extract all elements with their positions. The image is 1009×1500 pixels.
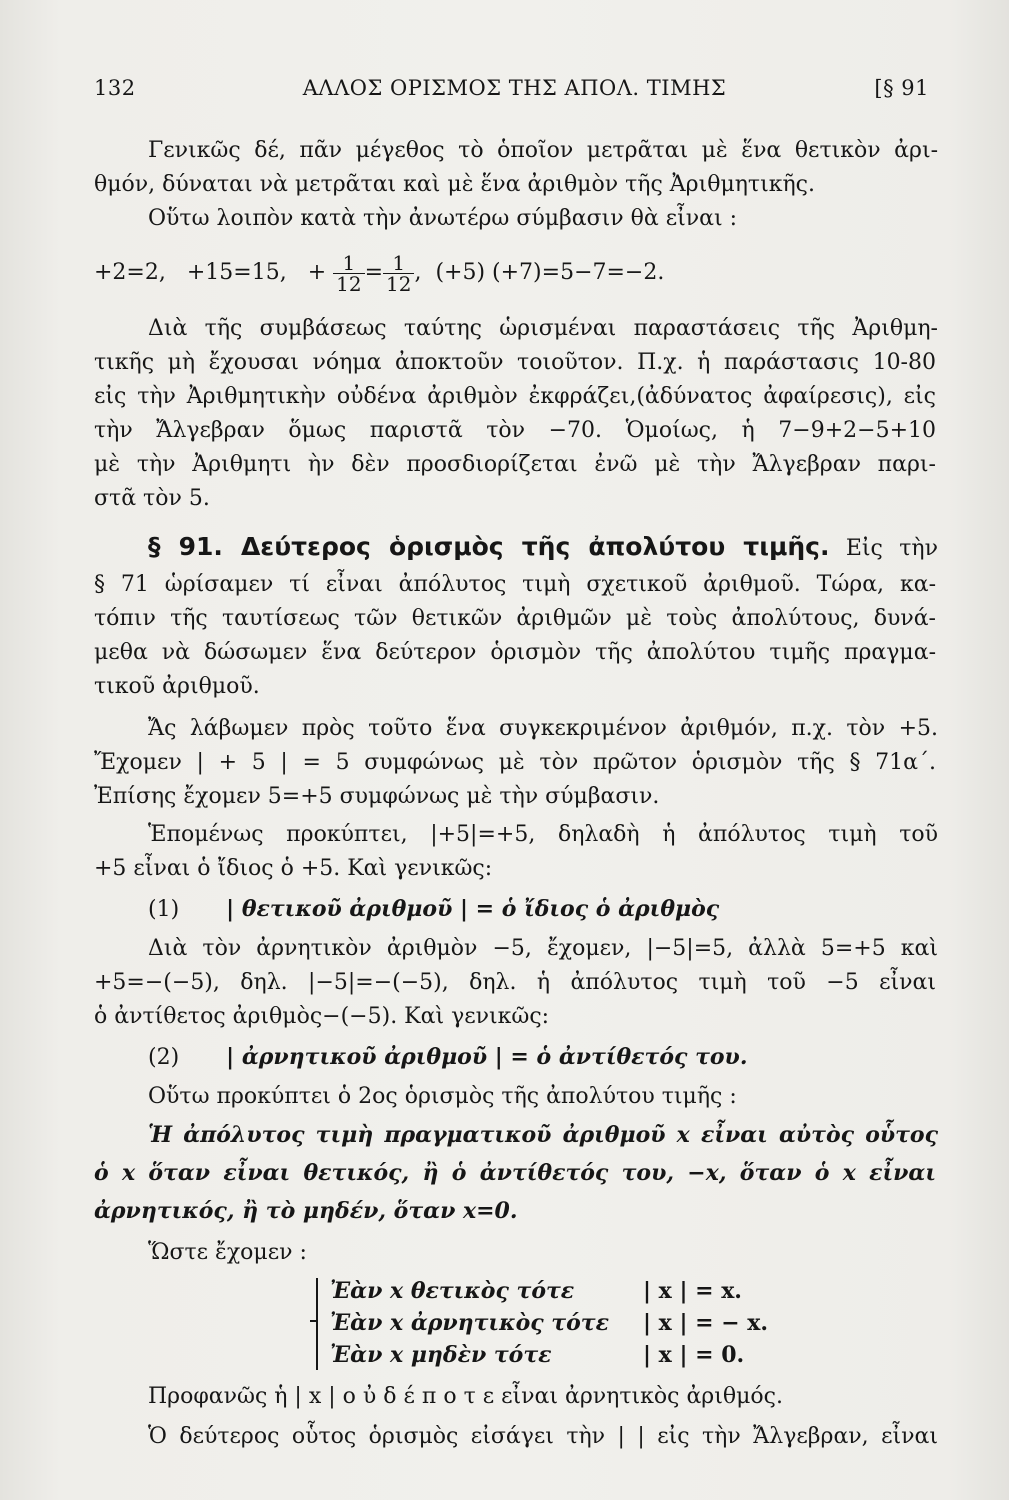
case-result: | x | = − x. bbox=[643, 1310, 769, 1336]
paragraph-line: +5 εἶναι ὁ ἴδιος ὁ +5. Καὶ γενικῶς: bbox=[94, 856, 493, 881]
section-heading-line bbox=[148, 528, 938, 566]
paragraph-line: Διὰ τῆς συμβάσεως ταύτης ὡρισμέναι παραστάσεις τῆς Ἀριθμη- bbox=[148, 316, 938, 341]
equation-term: +2=2, bbox=[94, 260, 166, 285]
paragraph-line: Ἔχομεν | + 5 | = 5 συμφώνως μὲ τὸν πρῶτον ὁρισμὸν τῆς § 71α΄. bbox=[94, 750, 936, 775]
section-reference: [§ 91 bbox=[874, 76, 929, 100]
paragraph-line: Ἑπομένως προκύπτει, |+5|=+5, δηλαδὴ ἡ ἀπόλυτος τιμὴ τοῦ bbox=[148, 822, 938, 847]
paragraph-line: μὲ τὴν Ἀριθμητι ὴν δὲν προσδιορίζεται ἐνῶ μὲ τὴν Ἄλγεβραν παρι- bbox=[94, 452, 936, 477]
case-condition: Ἐὰν x ἀρνητικὸς τότε bbox=[330, 1310, 609, 1336]
paragraph-line: Οὕτω λοιπὸν κατὰ τὴν ἀνωτέρω σύμβασιν θὰ εἶναι : bbox=[148, 206, 738, 231]
paragraph-line: Οὕτω προκύπτει ὁ 2ος ὁρισμὸς τῆς ἀπολύτου τιμῆς : bbox=[148, 1084, 737, 1109]
paragraph-line: τόπιν τῆς ταυτίσεως τῶν θετικῶν ἀριθμῶν μὲ τοὺς ἀπολύτους, δυνά- bbox=[94, 606, 936, 631]
definition-line: ἀρνητικός, ἢ τὸ μηδέν, ὅταν x=0. bbox=[94, 1198, 518, 1224]
paragraph-line: Ὁ δεύτερος οὗτος ὁρισμὸς εἰσάγει τὴν | | εἰς τὴν Ἄλγεβραν, εἶναι bbox=[148, 1424, 938, 1449]
paragraph-line: εἰς τὴν Ἀριθμητικὴν οὐδένα ἀριθμὸν ἐκφράζει,(ἀδύνατος ἀφαίρεσις), εἰς bbox=[94, 384, 936, 409]
equation-term: , (+5) (+7)=5−7=−2. bbox=[414, 260, 665, 285]
fraction-numerator: 1 bbox=[333, 253, 364, 274]
case-result: | x | = x. bbox=[643, 1278, 742, 1304]
paragraph-line: +5=−(−5), δηλ. |−5|=−(−5), δηλ. ἡ ἀπόλυτος τιμὴ τοῦ −5 εἶναι bbox=[94, 970, 936, 995]
rule-label: (2) bbox=[148, 1045, 180, 1070]
paragraph-line: ὁ ἀντίθετος ἀριθμὸς−(−5). Καὶ γενικῶς: bbox=[94, 1004, 550, 1029]
case-condition: Ἐὰν x θετικὸς τότε bbox=[330, 1278, 575, 1304]
equation-sign: = bbox=[364, 260, 384, 285]
fraction bbox=[383, 250, 414, 296]
equation-term: +15=15, bbox=[186, 260, 287, 285]
page-number: 132 bbox=[94, 76, 136, 100]
paragraph-line: μεθα νὰ δώσωμεν ἕνα δεύτερον ὁρισμὸν τῆς ἀπολύτου τιμῆς πραγμα- bbox=[94, 640, 936, 665]
paragraph-line: Ὥστε ἔχομεν : bbox=[148, 1240, 307, 1265]
case-brace bbox=[316, 1278, 328, 1370]
rule-label: (1) bbox=[148, 897, 180, 922]
paragraph-line: Ἐπίσης ἔχομεν 5=+5 συμφώνως μὲ τὴν σύμβασιν. bbox=[94, 784, 660, 809]
case-result: | x | = 0. bbox=[643, 1342, 745, 1368]
definition-line: ὁ x ὅταν εἶναι θετικός, ἢ ὁ ἀντίθετός του, −x, ὅταν ὁ x εἶναι bbox=[94, 1160, 936, 1186]
paragraph-line: Προφανῶς ἡ | x | ο ὐ δ έ π ο τ ε εἶναι ἀρνητικὸς ἀριθμός. bbox=[148, 1384, 783, 1409]
paragraph-line: τὴν Ἄλγεβραν ὅμως παριστᾶ τὸν −70. Ὁμοίως, ἡ 7−9+2−5+10 bbox=[94, 418, 936, 443]
rule-text: | ἀρνητικοῦ ἀριθμοῦ | = ὁ ἀντίθετός του. bbox=[226, 1044, 748, 1070]
fraction-denominator: 12 bbox=[336, 271, 362, 296]
fraction-numerator: 1 bbox=[383, 253, 414, 274]
case-condition: Ἐὰν x μηδὲν τότε bbox=[330, 1342, 552, 1368]
fraction-denominator: 12 bbox=[386, 271, 412, 296]
equation-sign: + bbox=[307, 260, 327, 285]
rule-1 bbox=[148, 892, 938, 926]
section-heading: § 91. Δεύτερος ὁρισμὸς τῆς ἀπολύτου τιμῆς. bbox=[148, 532, 830, 561]
paragraph-line: Ἄς λάβωμεν πρὸς τοῦτο ἕνα συγκεκριμένον ἀριθμόν, π.χ. τὸν +5. bbox=[148, 716, 938, 741]
paragraph-text: Εἰς τὴν bbox=[845, 536, 938, 561]
rule-text: | θετικοῦ ἀριθμοῦ | = ὁ ἴδιος ὁ ἀριθμὸς bbox=[226, 896, 720, 922]
equation-line bbox=[94, 248, 936, 298]
paragraph-line: στᾶ τὸν 5. bbox=[94, 486, 210, 511]
paragraph-line: Διὰ τὸν ἀρνητικὸν ἀριθμὸν −5, ἔχομεν, |−5|=5, ἀλλὰ 5=+5 καὶ bbox=[148, 936, 938, 961]
paragraph-line: θμόν, δύναται νὰ μετρᾶται καὶ μὲ ἕνα ἀριθμὸν τῆς Ἀριθμητικῆς. bbox=[94, 172, 815, 197]
fraction bbox=[333, 250, 364, 296]
paragraph-line: § 71 ὡρίσαμεν τί εἶναι ἀπόλυτος τιμὴ σχετικοῦ ἀριθμοῦ. Τώρα, κα- bbox=[94, 572, 936, 597]
paragraph-line: τικῆς μὴ ἔχουσαι νόημα ἀποκτοῦν τοιοῦτον. Π.χ. ἡ παράστασις 10-80 bbox=[94, 350, 936, 375]
running-title: ΑΛΛΟΣ ΟΡΙΣΜΟΣ ΤΗΣ ΑΠΟΛ. ΤΙΜΗΣ bbox=[302, 76, 727, 100]
paragraph-line: τικοῦ ἀριθμοῦ. bbox=[94, 674, 260, 699]
paragraph-line: Γενικῶς δέ, πᾶν μέγεθος τὸ ὁποῖον μετρᾶται μὲ ἕνα θετικὸν ἀρι- bbox=[148, 138, 938, 163]
definition-line: Ἡ ἀπόλυτος τιμὴ πραγματικοῦ ἀριθμοῦ x εἶναι αὐτὸς οὗτος bbox=[148, 1122, 938, 1148]
rule-2 bbox=[148, 1040, 938, 1074]
